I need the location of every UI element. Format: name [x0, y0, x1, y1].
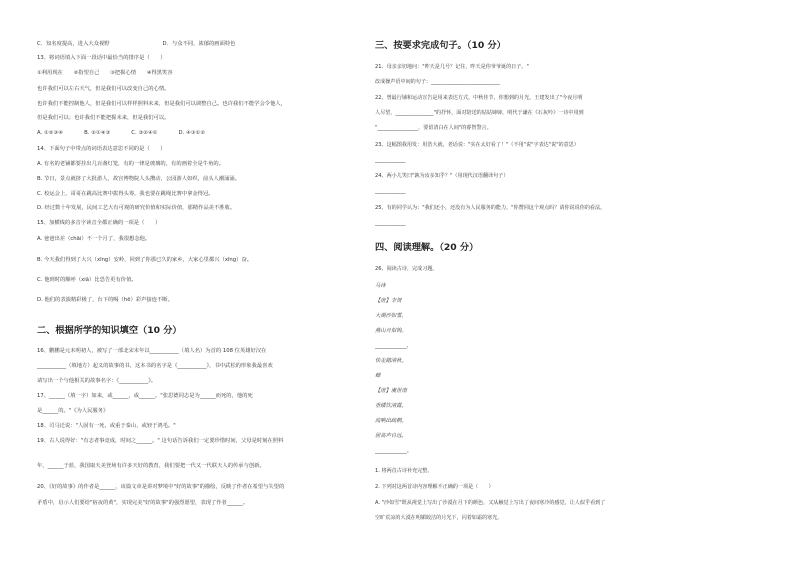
poem-author: 【唐】虞世南 — [375, 388, 407, 394]
question-24: 24、两小儿笑曰"孰为汝多知乎？"（用现代汉语翻译句子） — [375, 173, 509, 179]
text-line: ①利用现在 ②指望自己 ③把握心情 ④得黑笑容 — [37, 70, 173, 76]
section-3-title: 三、按要求完成句子。（10 分） — [375, 40, 506, 51]
question-23: 23、这幅图我用发：用浩大就，老话说："实在太好看了！"（不用"说"字表达"说"的意思） — [375, 142, 579, 148]
question-19: 19、古人说得好："有志者事竟成，时间之______。" 这句话告诉我们一定要珍惜时间，父母是时刻在照料 — [37, 438, 284, 444]
poem-title: 马诗 — [375, 283, 386, 289]
poem-line: 垂緌饮清露， — [375, 403, 407, 409]
text-line: 是______的。"《为人民服务》 — [37, 408, 109, 414]
text-line: 改成操声语中间的句子：___________________________ — [375, 79, 500, 85]
text-line: 也许我们不能控制他人，但是我们可以样样照料未来，但是我们可以调整自己。也许我们不能学会令他人， — [37, 101, 286, 107]
sub-question-1: 1. 将两首古诗补充完整。 — [375, 468, 433, 474]
text-line: 矛盾中，启示人们要给"宿夜的黄"，实现完美"好的故事"的强烈愿望，表现了作者______。 — [37, 500, 249, 506]
sub-question-2: 2. 下列对这两首诗内容理解不正确的一项是（ ） — [375, 484, 494, 490]
text-line: B. 节日，景点就挤了大批游人，故宫博物院人头攒动，公园游人如织，前头人潮涌涌。 — [37, 176, 240, 182]
section-2-title: 二、根据所学的知识填空（10 分） — [37, 325, 182, 336]
question-22: 22、曾最行铺和运动宣告是用来表达方式，中秋佳节，你想到的月光，王建发出了"今夜月明 — [375, 95, 583, 101]
text-line: D. 经过数十年发展，民间工艺大有可观的研究价值和实际价值，那精作品美不胜收。 — [37, 205, 236, 211]
text-line: C. 校运会上，哥哥在跳高比赛中拔得头筹，我也要在跳绳比赛中拿金得冠。 — [37, 191, 214, 197]
poem-line: 居高声自远， — [375, 433, 407, 439]
text-line: D. 他们的表演精彩极了，台下的喝（hē）彩声接连不断。 — [37, 297, 173, 303]
text-line: C. 他到时的顺呼（xiā）比恐告更有价值。 — [37, 277, 137, 283]
text-line: 年，______于蓝，我国取天美登场有许多天好的教育，我们要把一代又一代联天人的传承与创新。 — [37, 463, 265, 469]
question-25: 25、有的同学认为："我们还小，还没有为人民服务的能力。"你赞同这个观点吗？请你说说你的看法。 — [375, 205, 606, 211]
text-line: ___________（填地方）起义的故事的书，这本书的名字是《___________》，书中武松的形象我最喜欢 — [37, 363, 273, 369]
poem-author: 【唐】李贺 — [375, 298, 402, 304]
question-16: 16、鹏鹏是元末明初人，被写了一部北宋末年以___________（填人名）为首的 108 位英雄好汉在 — [37, 348, 267, 354]
poem-line: 快走踏清秋。 — [375, 358, 407, 364]
question-20: 20、《好的故事》的作者是______，该篇文章是讲对梦境中"好的故事"的描绘，反映了作者在希望与失望的 — [37, 484, 285, 490]
text-line: C．知名度提高，进入大众视野 D．与众不同，浓郁的画面特色 — [37, 41, 236, 47]
text-line: "________________，要留清白在人间"的睿智警言。 — [375, 125, 492, 131]
poem-line: 大漠沙如雪， — [375, 313, 407, 319]
answer-blank: ____________ — [375, 188, 406, 194]
poem-line: 燕山月似钩。 — [375, 328, 407, 334]
poem-line: 流响出疏桐。 — [375, 418, 407, 424]
text-line: A. 爸爸出差（chāi）不一个月了，我很想念他。 — [37, 236, 151, 242]
question-14: 14、下面句子中带点的词语表达意思不同的是（ ） — [37, 146, 166, 152]
text-line: 但是我们可以；也许我们不能把握未来，但是我们可以。 — [37, 115, 170, 121]
question-21: 21、母亲亲切地问："昨天是几号？记住，昨天是你爷爷诞的日子。" — [375, 64, 529, 70]
poem-title: 蝉 — [375, 373, 381, 379]
text-line: 也许我们可以左右天气，但是我们可以改变自己的心情。 — [37, 86, 170, 92]
text-line: 请写出一个与他相关的故事名字：《___________》。 — [37, 378, 157, 384]
option-a: A. "沙如雪"既从视觉上写出了沙漠在月下的颜色，又从触觉上写出了夜间寒冷的感觉，让人似乎看到了 — [375, 500, 606, 506]
poem-line: ____________。 — [375, 448, 413, 454]
answer-blank: ____________ — [375, 157, 406, 163]
poem-line: ____________， — [375, 343, 413, 349]
answer-blank: ____________ — [375, 220, 406, 226]
question-18: 18、司马迁说："人固有一死，或重于泰山，或轻于鸿毛。" — [37, 423, 176, 429]
question-15: 15、加横线的多音字读音全都正确的一项是（ ） — [37, 220, 161, 226]
text-line: 人尽望，_______________"的抒怀，面对陪送的姑姑婶婶，明代于谦在《石灰吟》一诗中用到 — [375, 110, 584, 116]
question-26: 26、阅读古诗，完成习题。 — [375, 266, 438, 272]
question-17: 17、______（填一字）如来，或______，或______。"张思德同志是为______而死的，他的死 — [37, 393, 253, 399]
question-13: 13、将词语填入下面一段话中最恰当的排序是（ ） — [37, 55, 166, 61]
text-line: A. ①②③④ B. ②①④③ C. ③②④① D. ④③①② — [37, 130, 205, 136]
text-line: B. 今天我们得到了大兴（xīng）安岭，回到了你那已久的家乡，大家心里都兴（xīng）奋。 — [37, 257, 253, 263]
text-line: A. 有名的老铺都要挂出几百盏灯笼，有的一律是玻璃的，有的画着全是牛角的。 — [37, 161, 224, 167]
section-4-title: 四、阅读理解。（20 分） — [375, 242, 479, 253]
text-line: 空旷荒凉的大漠在明媚皎洁的月光下，闪着如霜的寒光。 — [375, 515, 503, 521]
